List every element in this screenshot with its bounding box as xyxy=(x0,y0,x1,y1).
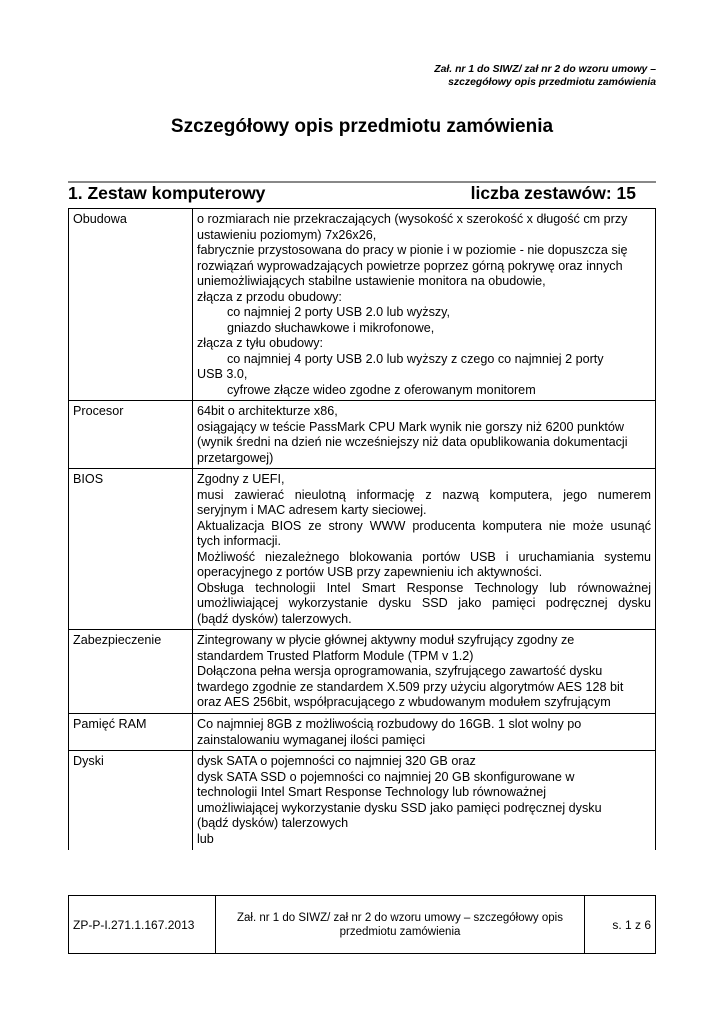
description-line: lub xyxy=(197,831,214,846)
description-line: Zgodny z UEFI, xyxy=(197,472,285,486)
description-line: zainstalowaniu wymaganej ilości pamięci xyxy=(197,732,426,747)
description-line: oraz AES 256bit, współpracującego z wbudowanym modułem szyfrującym xyxy=(197,695,611,709)
description-line: 64bit o architekturze x86, xyxy=(197,404,338,418)
description-line: o rozmiarach nie przekraczających (wysokość x szerokość x długość cm przy xyxy=(197,212,628,226)
description-line: Co najmniej 8GB z możliwością rozbudowy do 16GB. 1 slot wolny po xyxy=(197,717,582,731)
table-row xyxy=(69,751,656,851)
row-label: Zabezpieczenie xyxy=(69,630,193,714)
description-line: technologii Intel Smart Response Technology lub równoważnej xyxy=(197,785,547,799)
description-line: operacyjnego z portów USB przy zapewnieniu ich aktywności. xyxy=(197,565,543,579)
header-note-line: szczegółowy opis przedmiotu zamówienia xyxy=(448,77,656,88)
description-line: Aktualizacja BIOS ze strony WWW producenta komputera nie może usunąć xyxy=(197,518,651,533)
row-label: Obudowa xyxy=(69,209,193,401)
section-title: 1. Zestaw komputerowy xyxy=(68,183,266,203)
table-row xyxy=(69,630,656,714)
description-line: gniazdo słuchawkowe i mikrofonowe, xyxy=(227,320,435,335)
description-line: rozwiązań wyprowadzających powietrze poprzez górną pokrywę oraz innych xyxy=(197,258,623,273)
description-line: Obsługa technologii Intel Smart Response Technology lub równoważnej xyxy=(197,580,651,595)
description-line: złącza z tyłu obudowy: xyxy=(197,336,323,350)
document-title: Szczegółowy opis przedmiotu zamówienia xyxy=(170,116,554,137)
footer-description xyxy=(216,896,585,954)
table-row xyxy=(69,401,656,469)
description-line: twardego zgodnie ze standardem X.509 przy użyciu algorytmów AES 128 bit xyxy=(197,679,624,694)
table-row xyxy=(69,714,656,751)
description-line: (wynik średni na dzień nie wcześniejszy niż data opublikowania dokumentacji xyxy=(197,435,628,449)
header-note xyxy=(434,63,656,89)
row-label: BIOS xyxy=(69,469,193,630)
row-description xyxy=(193,401,656,469)
row-description xyxy=(193,630,656,714)
section-heading xyxy=(68,183,636,204)
description-line: osiągający w teście PassMark CPU Mark wynik nie gorszy niż 6200 punktów xyxy=(197,419,624,434)
description-line: uniemożliwiających stabilne ustawienie monitora na obudowie, xyxy=(197,274,546,288)
description-line: tych informacji. xyxy=(197,534,281,548)
description-line: USB 3.0, xyxy=(197,367,248,381)
description-line: co najmniej 4 porty USB 2.0 lub wyższy z czego co najmniej 2 porty xyxy=(227,351,604,366)
description-line: Dołączona pełna wersja oprogramowania, szyfrującego zawartość dysku xyxy=(197,664,603,678)
description-line: umożliwiającej wykorzystanie dysku SSD jako pamięci podręcznej dysku xyxy=(197,800,602,815)
document-id: ZP-P-I.271.1.167.2013 xyxy=(69,896,216,954)
row-description xyxy=(193,209,656,401)
description-line: dysk SATA SSD o pojemności co najmniej 20 GB skonfigurowane w xyxy=(197,769,575,784)
header-note-line: Zał. nr 1 do SIWZ/ zał nr 2 do wzoru umowy – xyxy=(434,64,656,75)
description-line: cyfrowe złącze wideo zgodne z oferowanym monitorem xyxy=(227,382,536,397)
description-line: musi zawierać nieulotną informację z nazwą komputera, jego numerem xyxy=(197,487,651,502)
row-label: Pamięć RAM xyxy=(69,714,193,751)
description-line: (bądź dysków) talerzowych xyxy=(197,816,349,830)
specification-table xyxy=(68,208,656,850)
description-line: standardem Trusted Platform Module (TPM v 1.2) xyxy=(197,648,474,663)
description-line: Możliwość niezależnego blokowania portów USB i uruchamiania systemu xyxy=(197,549,651,564)
table-row xyxy=(69,469,656,630)
description-line: seryjnym i MAC adresem karty sieciowej. xyxy=(197,503,427,517)
row-label: Dyski xyxy=(69,751,193,851)
description-line: (bądź dysków) talerzowych. xyxy=(197,611,352,626)
description-line: umożliwiającej wykorzystanie dysku SSD jako pamięci podręcznej dysku xyxy=(197,596,651,610)
page-number: s. 1 z 6 xyxy=(585,896,656,954)
footer-description-line: przedmiotu zamówienia xyxy=(339,925,461,938)
row-description xyxy=(193,751,656,851)
description-line: złącza z przodu obudowy: xyxy=(197,289,342,304)
row-description xyxy=(193,469,656,630)
description-line: dysk SATA o pojemności co najmniej 320 GB oraz xyxy=(197,754,476,768)
row-label: Procesor xyxy=(69,401,193,469)
page-footer xyxy=(68,895,656,954)
set-count: liczba zestawów: 15 xyxy=(470,183,636,203)
description-line: Zintegrowany w płycie głównej aktywny moduł szyfrujący zgodny ze xyxy=(197,633,575,647)
row-description xyxy=(193,714,656,751)
description-line: co najmniej 2 porty USB 2.0 lub wyższy, xyxy=(227,305,451,319)
table-row xyxy=(69,209,656,401)
description-line: fabrycznie przystosowana do pracy w pionie i w poziomie - nie dopuszcza się xyxy=(197,243,628,257)
description-line: przetargowej) xyxy=(197,450,274,465)
footer-description-line: Zał. nr 1 do SIWZ/ zał nr 2 do wzoru umowy – szczegółowy opis xyxy=(237,911,563,924)
description-line: ustawieniu poziomym) 7x26x26, xyxy=(197,227,377,242)
